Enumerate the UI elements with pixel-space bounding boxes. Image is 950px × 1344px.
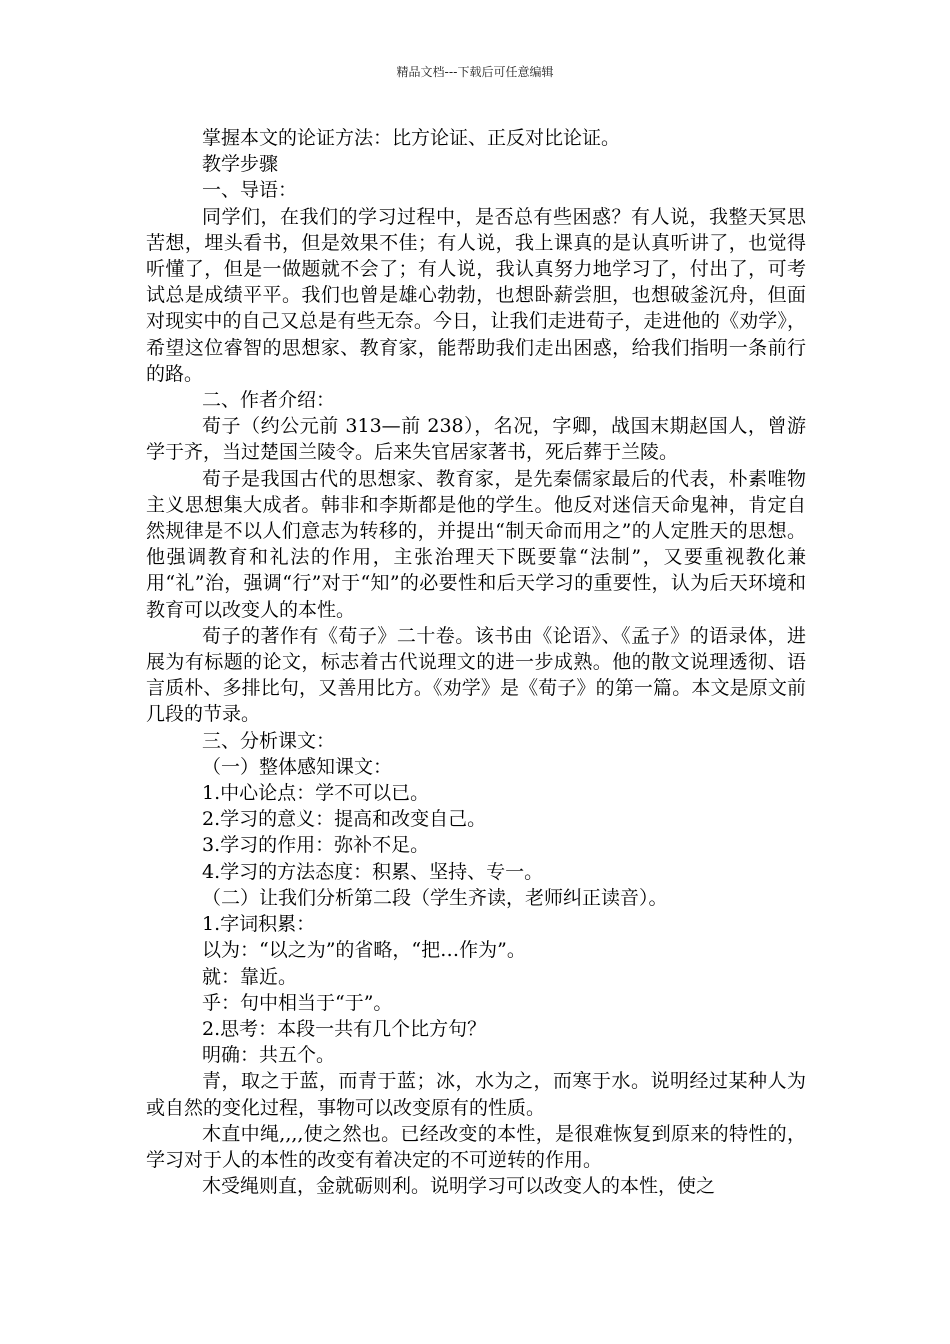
paragraph-author-works: 荀子的著作有《荀子》二十卷。该书由《论语》、《孟子》的语录体，进展为有标题的论文，标志着古代说理文的进一步成熟。他的散文说理透彻、语言质朴、多排比句，又善用比方。《劝学》是《荀子》的第一篇。本文是原文前几段的节录。 [146,624,806,726]
heading-analysis: 三、分析课文： [202,729,336,752]
heading-author: 二、作者介绍： [202,389,336,412]
list-item: 2.思考：本段一共有几个比方句？ [202,1017,487,1040]
vocab-item: 以为：“以之为”的省略，“把…作为”。 [202,939,526,962]
list-item: 1.中心论点：学不可以已。 [202,782,430,805]
heading-teaching-steps: 教学步骤 [202,153,279,176]
document-body [146,125,806,1199]
list-item: 2.学习的意义：提高和改变自己。 [202,808,487,831]
list-item: 1.字词积累： [202,913,316,936]
vocab-item: 乎：句中相当于“于”。 [202,991,393,1014]
paragraph-analogy-2: 木直中绳,,,,使之然也。已经改变的本性，是很难恢复到原来的特性的，学习对于人的本性的改变有着决定的不可逆转的作用。 [146,1122,806,1171]
list-item: 4.学习的方法态度：积累、坚持、专一。 [202,860,544,883]
subheading-overall: （一）整体感知课文： [202,755,393,778]
paragraph-introduction: 同学们，在我们的学习过程中，是否总有些困惑？有人说，我整天冥思苦想，埋头看书，但是效果不佳；有人说，我上课真的是认真听讲了，也觉得听懂了，但是一做题就不会了；有人说，我认真努力地学习了，付出了，可考试总是成绩平平。我们也曾是雄心勃勃，也想卧薪尝胆，也想破釜沉舟，但面对现实中的自己又总是有些无奈。今日，让我们走进荀子，走进他的《劝学》，希望这位睿智的思想家、教育家，能帮助我们走出困惑，给我们指明一条前行的路。 [146,205,806,385]
paragraph-author-bio: 荀子（约公元前 313—前 238），名况，字卿，战国末期赵国人，曾游学于齐，当过楚国兰陵令。后来失官居家著书，死后葬于兰陵。 [146,415,806,464]
page-header: 精品文档---下载后可任意编辑 [396,65,554,79]
subheading-second-paragraph: （二）让我们分析第二段（学生齐读，老师纠正读音）。 [202,886,668,909]
paragraph-objective: 掌握本文的论证方法：比方论证、正反对比论证。 [202,127,621,149]
answer-line: 明确：共五个。 [202,1044,336,1067]
paragraph-analogy-1: 青，取之于蓝，而青于蓝；冰，水为之，而寒于水。说明经过某种人为或自然的变化过程，事物可以改变原有的性质。 [146,1070,806,1119]
heading-introduction: 一、导语： [202,179,298,202]
vocab-item: 就：靠近。 [202,965,298,988]
paragraph-analogy-3: 木受绳则直，金就砺则利。说明学习可以改变人的本性，使之 [202,1175,716,1198]
list-item: 3.学习的作用：弥补不足。 [202,834,430,857]
paragraph-author-thought: 荀子是我国古代的思想家、教育家，是先秦儒家最后的代表，朴素唯物主义思想集大成者。韩非和李斯都是他的学生。他反对迷信天命鬼神，肯定自然规律是不以人们意志为转移的，并提出“制天命而用之”的人定胜天的思想。他强调教育和礼法的作用，主张治理天下既要靠“法制”，又要重视教化兼用“礼”治，强调“行”对于“知”的必要性和后天学习的重要性，认为后天环境和教育可以改变人的本性。 [146,467,806,621]
